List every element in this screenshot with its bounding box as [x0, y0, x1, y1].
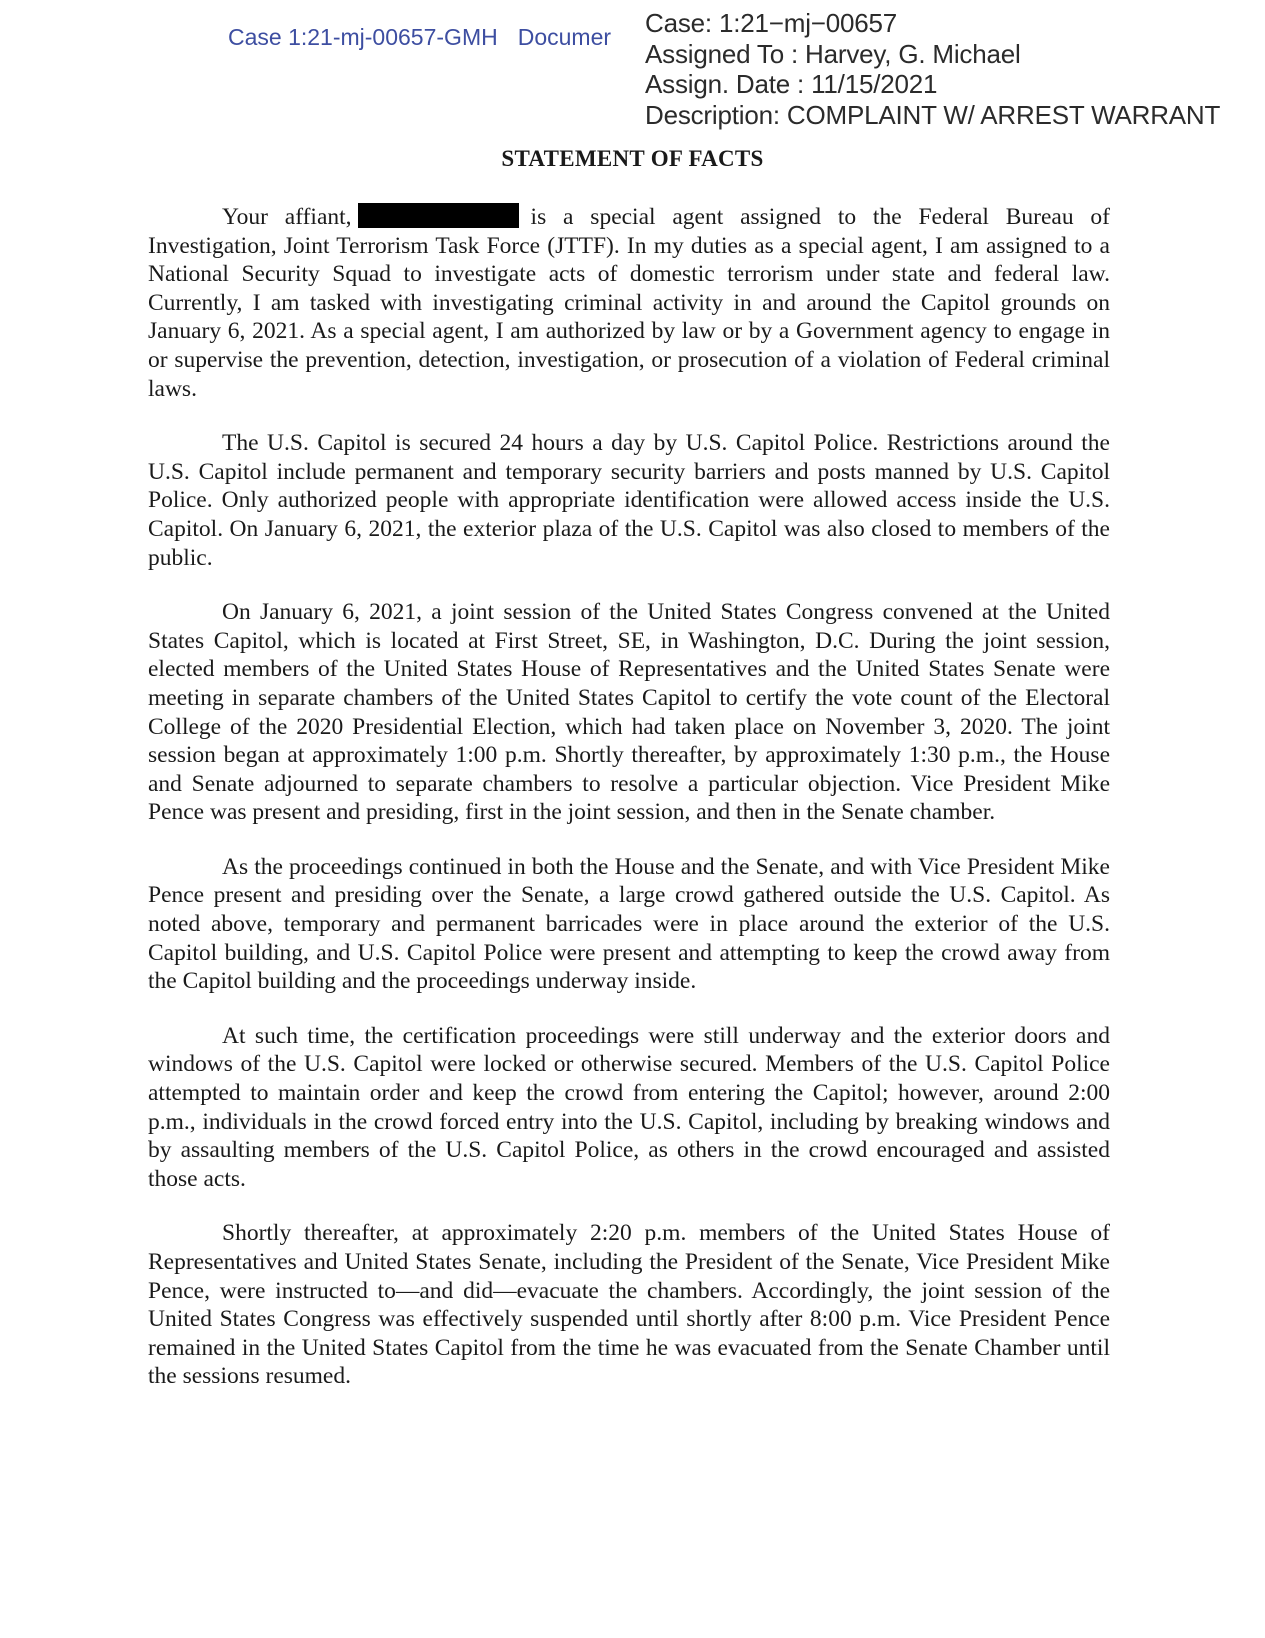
paragraph-joint-session: On January 6, 2021, a joint session of the United States Congress convened at the United States Capitol, which is located at First Street, SE, in Washington, D.C. During the joint session, elected members of the United States House of Representatives and the United States Senate were meeting in separate chambers of the United States Capitol to certify the vote count of the Electoral College of the 2020 Presidential Election, which had taken place on November 3, 2020. The joint session began at approximately 1:00 p.m. Shortly thereafter, by approximately 1:30 p.m., the House and Senate adjourned to separate chambers to resolve a particular objection. Vice President Mike Pence was present and presiding, first in the joint session, and then in the Senate chamber.: [148, 599, 1110, 826]
document-title: STATEMENT OF FACTS: [501, 146, 764, 171]
case-assignment-stamp: [645, 8, 1255, 130]
stamp-assigned-to: Assigned To : Harvey, G. Michael: [645, 38, 1021, 69]
paragraph-evacuation: Shortly thereafter, at approximately 2:20 p.m. members of the United States House of Representatives and United States Senate, including the President of the Senate, Vice President Mike Pence, were instructed to—and did—evacuate the chambers. Accordingly, the joint session of the United States Congress was effectively suspended until shortly after 8:00 p.m. Vice President Pence remained in the United States Capitol from the time he was evacuated from the Senate Chamber until the sessions resumed.: [148, 1220, 1110, 1390]
paragraph-crowd-gathered: As the proceedings continued in both the House and the Senate, and with Vice President Mike Pence present and presiding over the Senate, a large crowd gathered outside the U.S. Capitol. As noted above, temporary and permanent barricades were in place around the exterior of the U.S. Capitol building, and U.S. Capitol Police were present and attempting to keep the crowd away from the Capitol building and the proceedings underway inside.: [148, 853, 1110, 995]
affiant-intro: Your affiant,: [222, 204, 352, 230]
statement-body: [148, 203, 1110, 1417]
paragraph-capitol-security: The U.S. Capitol is secured 24 hours a day by U.S. Capitol Police. Restrictions around the U.S. Capitol include permanent and temporary security barriers and posts manned by U.S. Capitol Police. Only authorized people with appropriate identification were allowed access inside the U.S. Capitol. On January 6, 2021, the exterior plaza of the U.S. Capitol was also closed to members of the public.: [148, 430, 1110, 571]
redacted-name-block: [358, 203, 519, 228]
affiant-description: is a special agent assigned to the Federal Bureau of Investigation, Joint Terrorism Task Force (JTTF). In my duties as a special agent, I am assigned to a National Security Squad to investigate acts of domestic terrorism under state and federal law. Currently, I am tasked with investigating criminal activity in and around the Capitol grounds on January 6, 2021. As a special agent, I am authorized by law or by a Government agency to engage in or supervise the prevention, detection, investigation, or prosecution of a violation of Federal criminal laws.: [148, 204, 1111, 402]
stamp-case-number: Case: 1:21−mj−00657: [645, 8, 898, 38]
paragraph-forced-entry: At such time, the certification proceedings were still underway and the exterior doors and windows of the U.S. Capitol were locked or otherwise secured. Members of the U.S. Capitol Police attempted to maintain order and keep the crowd from entering the Capitol; however, around 2:00 p.m., individuals in the crowd forced entry into the U.S. Capitol, including by breaking windows and by assaulting members of the U.S. Capitol Police, as others in the crowd encouraged and assisted those acts.: [148, 1022, 1110, 1192]
ecf-case-header: [228, 20, 643, 54]
ecf-document-label: Documer: [517, 24, 612, 50]
stamp-assign-date: Assign. Date : 11/15/2021: [645, 69, 938, 99]
stamp-description: Description: COMPLAINT W/ ARREST WARRANT: [645, 99, 1221, 130]
ecf-case-number: Case 1:21-mj-00657-GMH: [228, 24, 498, 50]
paragraph-affiant: [148, 203, 1110, 403]
